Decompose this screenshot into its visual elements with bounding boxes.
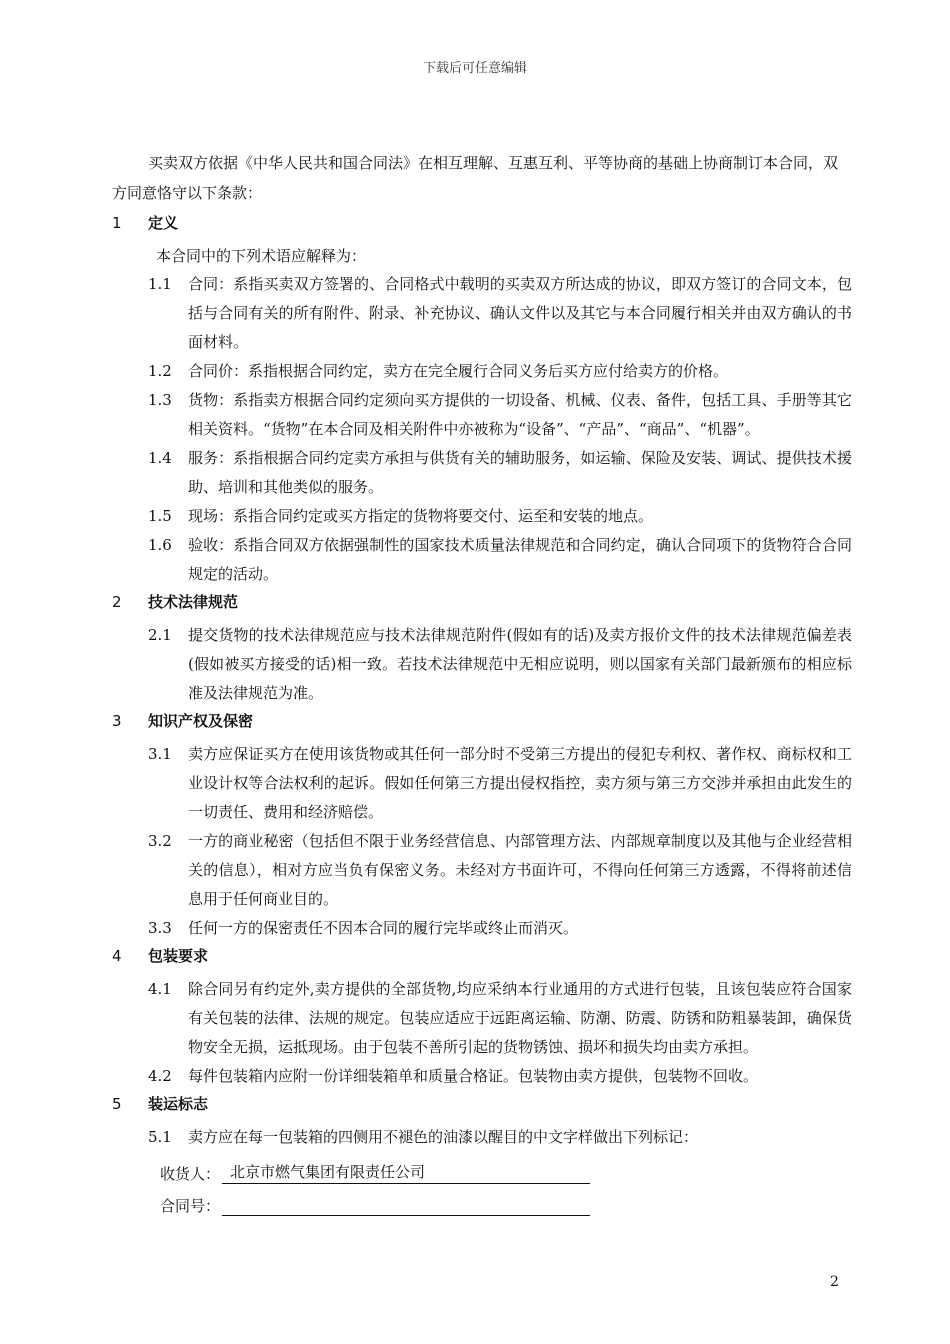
clause-text: 任何一方的保密责任不因本合同的履行完毕或终止而消灭。 [188, 919, 579, 937]
clause [112, 1123, 852, 1152]
clause-number: 1.6 [148, 536, 172, 554]
field-value: 北京市燃气集团有限责任公司 [222, 1161, 590, 1184]
clause-text: 一方的商业秘密（包括但不限于业务经营信息、内部管理方法、内部规章制度以及其他与企业经营相关的信息），相对方应当负有保密义务。未经对方书面许可，不得向任何第三方透露，不得将前述信息用于任何商业目的。 [188, 832, 852, 908]
section-number: 1 [112, 214, 122, 232]
field-label: 合同号： [160, 1197, 221, 1215]
clause-number: 4.1 [148, 980, 172, 998]
contract-body [112, 148, 852, 1216]
section-heading [112, 591, 852, 621]
clause [112, 914, 852, 943]
section-number: 2 [112, 593, 122, 611]
section-heading [112, 1093, 852, 1123]
section-title: 定义 [148, 214, 179, 232]
section-number: 3 [112, 712, 122, 730]
clause-number: 1.5 [148, 507, 172, 525]
page-number: 2 [830, 1274, 839, 1290]
clause-text: 验收：系指合同双方依据强制性的国家技术质量法律规范和合同约定，确认合同项下的货物符合合同规定的活动。 [188, 536, 852, 583]
clause-text: 卖方应保证买方在使用该货物或其任何一部分时不受第三方提出的侵犯专利权、著作权、商标权和工业设计权等合法权利的起诉。假如任何第三方提出侵权指控，卖方须与第三方交涉并承担由此发生的一切责任、费用和经济赔偿。 [188, 745, 852, 821]
clause-number: 1.3 [148, 391, 172, 409]
clause-number: 2.1 [148, 626, 172, 644]
field-row [112, 1152, 852, 1184]
section-heading [112, 945, 852, 975]
section-number: 5 [112, 1095, 122, 1113]
clause-number: 1.4 [148, 449, 172, 467]
section-heading [112, 710, 852, 740]
section-title: 知识产权及保密 [148, 712, 254, 730]
contract-intro: 买卖双方依据《中华人民共和国合同法》在相互理解、互惠互利、平等协商的基础上协商制订本合同，双方同意恪守以下条款： [112, 154, 839, 202]
clause-text: 每件包装箱内应附一份详细装箱单和质量合格证。包装物由卖方提供，包装物不回收。 [188, 1067, 759, 1085]
section-heading [112, 212, 852, 242]
field-value [222, 1215, 590, 1216]
clause-text: 服务：系指根据合同约定卖方承担与供货有关的辅助服务，如运输、保险及安装、调试、提供技术援助、培训和其他类似的服务。 [188, 449, 852, 496]
clause [112, 621, 852, 708]
clause-text: 货物：系指卖方根据合同约定须向买方提供的一切设备、机械、仪表、备件，包括工具、手册等其它相关资料。“货物”在本合同及相关附件中亦被称为“设备”、“产品”、“商品”、“机器”。 [188, 391, 852, 438]
clause [112, 827, 852, 914]
shipping-mark-fields [112, 1152, 852, 1216]
field-label: 收货人： [160, 1165, 221, 1183]
clause [112, 357, 852, 386]
section-title: 技术法律规范 [148, 593, 239, 611]
clause [112, 270, 852, 357]
field-row [112, 1184, 852, 1216]
clause-text: 提交货物的技术法律规范应与技术法律规范附件(假如有的话)及卖方报价文件的技术法律规范偏差表(假如被买方接受的话)相一致。若技术法律规范中无相应说明，则以国家有关部门最新颁布的相应标准及法律规范为准。 [188, 626, 852, 702]
clause [112, 444, 852, 502]
clause-text: 合同价：系指根据合同约定，卖方在完全履行合同义务后买方应付给卖方的价格。 [188, 362, 729, 380]
section-title: 包装要求 [148, 947, 209, 965]
clause-text: 现场：系指合同约定或买方指定的货物将要交付、运至和安装的地点。 [188, 507, 654, 525]
clause [112, 502, 852, 531]
section-number: 4 [112, 947, 122, 965]
section-title: 装运标志 [148, 1095, 209, 1113]
clause-text: 除合同另有约定外,卖方提供的全部货物,均应采纳本行业通用的方式进行包装，且该包装应符合国家有关包装的法律、法规的规定。包装应适应于远距离运输、防潮、防震、防锈和防粗暴装卸，确保货物安全无损，运抵现场。由于包装不善所引起的货物锈蚀、损坏和损失均由卖方承担。 [188, 980, 852, 1056]
clause-number: 3.3 [148, 919, 172, 937]
section-intro: 本合同中的下列术语应解释为： [156, 247, 367, 265]
clause-number: 5.1 [148, 1128, 172, 1146]
sections-container [112, 212, 852, 1152]
clause [112, 386, 852, 444]
clause-text: 卖方应在每一包装箱的四侧用不褪色的油漆以醒目的中文字样做出下列标记： [188, 1128, 699, 1146]
clause-number: 1.1 [148, 275, 172, 293]
clause [112, 740, 852, 827]
clause [112, 531, 852, 589]
page-header: 下载后可任意编辑 [422, 61, 527, 76]
clause [112, 1062, 852, 1091]
clause-number: 3.2 [148, 832, 172, 850]
clause-number: 3.1 [148, 745, 172, 763]
clause-number: 4.2 [148, 1067, 172, 1085]
clause-text: 合同：系指买卖双方签署的、合同格式中载明的买卖双方所达成的协议，即双方签订的合同文本，包括与合同有关的所有附件、附录、补充协议、确认文件以及其它与本合同履行相关并由双方确认的书面材料。 [188, 275, 852, 351]
clause [112, 975, 852, 1062]
clause-number: 1.2 [148, 362, 172, 380]
